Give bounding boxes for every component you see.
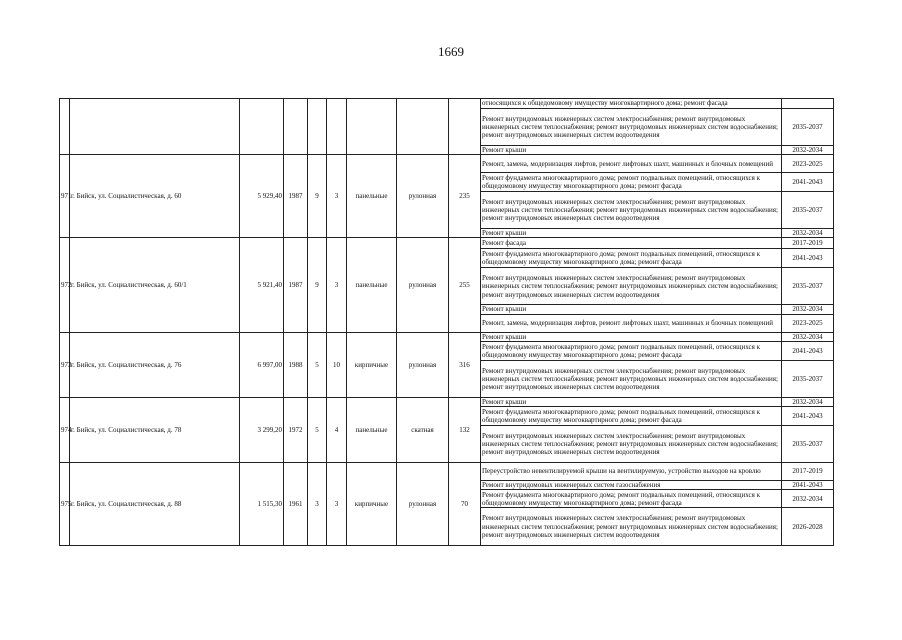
wall-material-cell: панельные [347, 155, 397, 238]
entrances-cell: 3 [327, 238, 347, 332]
work-period: 2041-2043 [782, 407, 834, 426]
work-description: Ремонт фундамента многоквартирного дома; ремонт подвальных помещений, относящихся к общедомовому имуществу многоквартирного дома; ремонт фасада [481, 490, 782, 508]
residents-cell: 70 [449, 463, 481, 546]
residents-cell: 132 [449, 397, 481, 462]
roof-type-cell: рулонная [397, 463, 449, 546]
area-cell [240, 99, 284, 155]
page-number: 1669 [438, 44, 464, 59]
area-cell: 5 921,40 [240, 238, 284, 332]
work-description: Ремонт крыши [481, 146, 782, 155]
work-period: 2023-2025 [782, 155, 834, 173]
work-description: Ремонт внутридомовых инженерных систем газоснабжения [481, 481, 782, 490]
year-cell: 1961 [284, 463, 308, 546]
row-number [60, 99, 70, 155]
work-description: Ремонт фундамента многоквартирного дома; ремонт подвальных помещений, относящихся к общедомовому имуществу многоквартирного дома; ремонт фасада [481, 249, 782, 268]
floors-cell: 5 [308, 332, 327, 397]
entrances-cell [327, 99, 347, 155]
table-row [60, 155, 834, 173]
work-period: 2035-2037 [782, 268, 834, 305]
row-number: 973 [60, 332, 70, 397]
roof-type-cell: рулонная [397, 155, 449, 238]
area-cell: 3 299,20 [240, 397, 284, 462]
floors-cell [308, 99, 327, 155]
work-period: 2017-2019 [782, 463, 834, 481]
year-cell: 1988 [284, 332, 308, 397]
table-row [60, 99, 834, 109]
roof-type-cell: скатная [397, 397, 449, 462]
table-row [60, 463, 834, 481]
residents-cell: 235 [449, 155, 481, 238]
work-description: Ремонт крыши [481, 397, 782, 406]
work-period: 2041-2043 [782, 341, 834, 360]
work-description: Ремонт внутридомовых инженерных систем электроснабжения; ремонт внутридомовых инженерных систем теплоснабжения; ремонт внутридомовых инженерных систем водоснабжения; ремонт внутридомовых инженерных систем водоотведения [481, 268, 782, 305]
residents-cell [449, 99, 481, 155]
address-cell: г. Бийск, ул. Социалистическая, д. 88 [70, 463, 240, 546]
wall-material-cell: кирпичные [347, 463, 397, 546]
work-period: 2032-2034 [782, 332, 834, 341]
work-description: Переустройство невентилируемой крыши на вентилируемую, устройство выходов на кровлю [481, 463, 782, 481]
floors-cell: 3 [308, 463, 327, 546]
work-period: 2032-2034 [782, 305, 834, 314]
entrances-cell: 3 [327, 463, 347, 546]
residents-cell: 316 [449, 332, 481, 397]
floors-cell: 9 [308, 238, 327, 332]
table-row [60, 397, 834, 406]
wall-material-cell: панельные [347, 397, 397, 462]
work-period: 2023-2025 [782, 314, 834, 332]
address-cell [70, 99, 240, 155]
floors-cell: 5 [308, 397, 327, 462]
work-period [782, 99, 834, 109]
work-description: относящихся к общедомовому имуществу многоквартирного дома; ремонт фасада [481, 99, 782, 109]
work-description: Ремонт внутридомовых инженерных систем электроснабжения; ремонт внутридомовых инженерных систем теплоснабжения; ремонт внутридомовых инженерных систем водоснабжения; ремонт внутридомовых инженерных систем водоотведения [481, 360, 782, 397]
floors-cell: 9 [308, 155, 327, 238]
roof-type-cell: рулонная [397, 332, 449, 397]
row-number: 975 [60, 463, 70, 546]
address-cell: г. Бийск, ул. Социалистическая, д. 76 [70, 332, 240, 397]
work-period: 2041-2043 [782, 173, 834, 192]
work-period: 2041-2043 [782, 249, 834, 268]
table-row [60, 332, 834, 341]
roof-type-cell [397, 99, 449, 155]
area-cell: 5 929,40 [240, 155, 284, 238]
work-period: 2032-2034 [782, 490, 834, 508]
work-description: Ремонт крыши [481, 332, 782, 341]
work-description: Ремонт внутридомовых инженерных систем электроснабжения; ремонт внутридомовых инженерных систем теплоснабжения; ремонт внутридомовых инженерных систем водоснабжения; ремонт внутридомовых инженерных систем водоотведения [481, 109, 782, 146]
work-description: Ремонт внутридомовых инженерных систем электроснабжения; ремонт внутридомовых инженерных систем теплоснабжения; ремонт внутридомовых инженерных систем водоснабжения; ремонт внутридомовых инженерных систем водоотведения [481, 426, 782, 463]
work-period: 2026-2028 [782, 508, 834, 546]
address-cell: г. Бийск, ул. Социалистическая, д. 60/1 [70, 238, 240, 332]
work-description: Ремонт фундамента многоквартирного дома; ремонт подвальных помещений, относящихся к общедомовому имуществу многоквартирного дома; ремонт фасада [481, 407, 782, 426]
area-cell: 1 515,30 [240, 463, 284, 546]
table-row [60, 238, 834, 249]
year-cell: 1987 [284, 155, 308, 238]
row-number: 974 [60, 397, 70, 462]
work-period: 2035-2037 [782, 360, 834, 397]
address-cell: г. Бийск, ул. Социалистическая, д. 60 [70, 155, 240, 238]
wall-material-cell: кирпичные [347, 332, 397, 397]
work-period: 2032-2034 [782, 397, 834, 406]
work-period: 2041-2043 [782, 481, 834, 490]
wall-material-cell: панельные [347, 238, 397, 332]
entrances-cell: 10 [327, 332, 347, 397]
entrances-cell: 3 [327, 155, 347, 238]
work-description: Ремонт внутридомовых инженерных систем электроснабжения; ремонт внутридомовых инженерных систем теплоснабжения; ремонт внутридомовых инженерных систем водоснабжения; ремонт внутридомовых инженерных систем водоотведения [481, 508, 782, 546]
year-cell: 1987 [284, 238, 308, 332]
capital-repair-table [59, 98, 834, 546]
row-number: 971 [60, 155, 70, 238]
work-period: 2032-2034 [782, 229, 834, 238]
year-cell: 1972 [284, 397, 308, 462]
work-description: Ремонт, замена, модернизация лифтов, ремонт лифтовых шахт, машинных и блочных помещений [481, 155, 782, 173]
wall-material-cell [347, 99, 397, 155]
entrances-cell: 4 [327, 397, 347, 462]
work-description: Ремонт, замена, модернизация лифтов, ремонт лифтовых шахт, машинных и блочных помещений [481, 314, 782, 332]
work-description: Ремонт фундамента многоквартирного дома; ремонт подвальных помещений, относящихся к общедомовому имуществу многоквартирного дома; ремонт фасада [481, 341, 782, 360]
work-description: Ремонт крыши [481, 305, 782, 314]
residents-cell: 255 [449, 238, 481, 332]
work-period: 2035-2037 [782, 426, 834, 463]
area-cell: 6 997,00 [240, 332, 284, 397]
work-description: Ремонт фундамента многоквартирного дома; ремонт подвальных помещений, относящихся к общедомовому имуществу многоквартирного дома; ремонт фасада [481, 173, 782, 192]
roof-type-cell: рулонная [397, 238, 449, 332]
work-period: 2017-2019 [782, 238, 834, 249]
year-cell [284, 99, 308, 155]
work-period: 2032-2034 [782, 146, 834, 155]
work-period: 2035-2037 [782, 109, 834, 146]
work-description: Ремонт крыши [481, 229, 782, 238]
work-description: Ремонт фасада [481, 238, 782, 249]
work-period: 2035-2037 [782, 192, 834, 229]
work-description: Ремонт внутридомовых инженерных систем электроснабжения; ремонт внутридомовых инженерных систем теплоснабжения; ремонт внутридомовых инженерных систем водоснабжения; ремонт внутридомовых инженерных систем водоотведения [481, 192, 782, 229]
address-cell: г. Бийск, ул. Социалистическая, д. 78 [70, 397, 240, 462]
row-number: 972 [60, 238, 70, 332]
